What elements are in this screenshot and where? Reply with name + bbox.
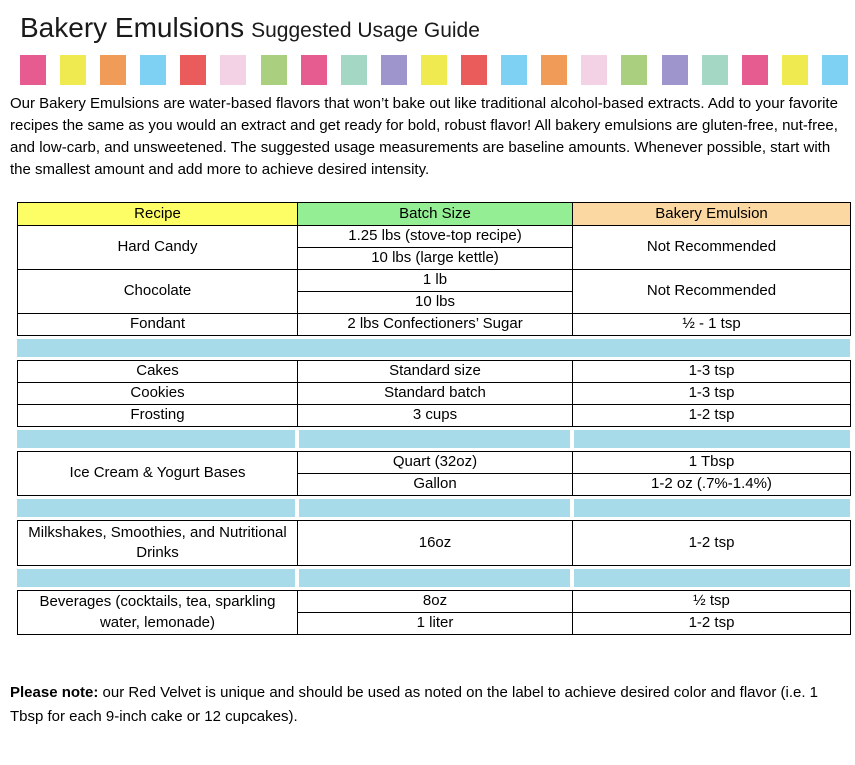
title-subtitle: Suggested Usage Guide [251, 19, 480, 42]
cell-beverages-batch-1: 8oz [298, 591, 573, 613]
cell-cakes-emulsion: 1-3 tsp [573, 361, 851, 383]
cell-ice-cream-batch-1: Quart (32oz) [298, 452, 573, 474]
title-main: Bakery Emulsions [20, 12, 245, 43]
cell-ice-cream-emulsion-2: 1-2 oz (.7%-1.4%) [573, 474, 851, 496]
table-header-row [18, 203, 851, 226]
color-swatch [782, 55, 808, 85]
color-swatch [822, 55, 848, 85]
color-swatch [180, 55, 206, 85]
separator-cell [17, 499, 295, 517]
cell-fondant-batch: 2 lbs Confectioners’ Sugar [298, 314, 573, 336]
color-swatch [702, 55, 728, 85]
cell-ice-cream-batch-2: Gallon [298, 474, 573, 496]
cell-hard-candy-emulsion: Not Recommended [573, 226, 851, 270]
separator-cell [17, 569, 295, 587]
page-title [20, 12, 855, 44]
color-swatch [341, 55, 367, 85]
table-group-milkshakes [17, 520, 851, 566]
cell-chocolate-recipe: Chocolate [18, 270, 298, 314]
color-swatch [621, 55, 647, 85]
cell-cookies-batch: Standard batch [298, 383, 573, 405]
cell-milkshakes-batch: 16oz [298, 521, 573, 566]
color-swatch [501, 55, 527, 85]
table-group-ice-cream [17, 451, 851, 496]
table-row [18, 361, 851, 383]
cell-frosting-batch: 3 cups [298, 405, 573, 427]
separator-cell [17, 430, 295, 448]
header-cell-bakery-emulsion: Bakery Emulsion [573, 203, 851, 226]
cell-cakes-batch: Standard size [298, 361, 573, 383]
table-row [18, 270, 851, 292]
table-group-candy [17, 202, 851, 336]
color-swatch [461, 55, 487, 85]
cell-hard-candy-recipe: Hard Candy [18, 226, 298, 270]
cell-frosting-recipe: Frosting [18, 405, 298, 427]
cell-hard-candy-batch-1: 1.25 lbs (stove-top recipe) [298, 226, 573, 248]
separator-cell [299, 569, 570, 587]
table-row [18, 452, 851, 474]
cell-chocolate-batch-1: 1 lb [298, 270, 573, 292]
table-row [18, 383, 851, 405]
separator-cell [574, 569, 850, 587]
cell-fondant-recipe: Fondant [18, 314, 298, 336]
cell-beverages-emulsion-1: ½ tsp [573, 591, 851, 613]
table-group-baking [17, 360, 851, 427]
cell-beverages-batch-2: 1 liter [298, 613, 573, 635]
table-row [18, 314, 851, 336]
header-cell-recipe: Recipe [18, 203, 298, 226]
cell-fondant-emulsion: ½ - 1 tsp [573, 314, 851, 336]
separator-cell [574, 430, 850, 448]
footer-note-label: Please note: [10, 684, 99, 701]
intro-paragraph: Our Bakery Emulsions are water-based flavors that won’t bake out like traditional alcohol-based extracts. Add to your favorite recipes the same as you would an extract and get ready for bold, robust flavor! All bakery emulsions are gluten-free, nut-free, and low-carb, and unsweetened. The suggested usage measurements are baseline amounts. Whenever possible, start with the smallest amount and add more to achieve desired intensity. [10, 95, 838, 178]
cell-chocolate-emulsion: Not Recommended [573, 270, 851, 314]
cell-frosting-emulsion: 1-2 tsp [573, 405, 851, 427]
document-page [0, 12, 855, 765]
color-swatch [100, 55, 126, 85]
color-swatch [261, 55, 287, 85]
table-row [18, 405, 851, 427]
table-group-beverages [17, 590, 851, 635]
color-swatch [301, 55, 327, 85]
separator-band [17, 569, 850, 587]
color-strip [20, 55, 848, 85]
color-swatch [541, 55, 567, 85]
color-swatch [421, 55, 447, 85]
cell-chocolate-batch-2: 10 lbs [298, 292, 573, 314]
cell-cookies-recipe: Cookies [18, 383, 298, 405]
cell-hard-candy-batch-2: 10 lbs (large kettle) [298, 248, 573, 270]
color-swatch [60, 55, 86, 85]
color-swatch [662, 55, 688, 85]
separator-cell [299, 430, 570, 448]
footer-note-text: our Red Velvet is unique and should be used as noted on the label to achieve desired color and flavor (i.e. 1 Tbsp for each 9-inch cake or 12 cupcakes). [10, 684, 819, 725]
separator-cell [574, 499, 850, 517]
color-swatch [220, 55, 246, 85]
cell-milkshakes-emulsion: 1-2 tsp [573, 521, 851, 566]
cell-cakes-recipe: Cakes [18, 361, 298, 383]
color-swatch [20, 55, 46, 85]
usage-table [17, 202, 850, 635]
color-swatch [140, 55, 166, 85]
color-swatch [381, 55, 407, 85]
cell-ice-cream-emulsion-1: 1 Tbsp [573, 452, 851, 474]
cell-milkshakes-recipe: Milkshakes, Smoothies, and Nutritional Drinks [18, 521, 298, 566]
separator-band [17, 499, 850, 517]
footer-note [10, 681, 854, 729]
cell-beverages-recipe: Beverages (cocktails, tea, sparkling water, lemonade) [18, 591, 298, 635]
cell-cookies-emulsion: 1-3 tsp [573, 383, 851, 405]
table-row [18, 591, 851, 613]
color-swatch [581, 55, 607, 85]
table-row [18, 226, 851, 248]
header-cell-batch-size: Batch Size [298, 203, 573, 226]
color-swatch [742, 55, 768, 85]
cell-ice-cream-recipe: Ice Cream & Yogurt Bases [18, 452, 298, 496]
table-row [18, 521, 851, 566]
cell-beverages-emulsion-2: 1-2 tsp [573, 613, 851, 635]
separator-band [17, 430, 850, 448]
separator-cell [299, 499, 570, 517]
separator-band [17, 339, 850, 357]
